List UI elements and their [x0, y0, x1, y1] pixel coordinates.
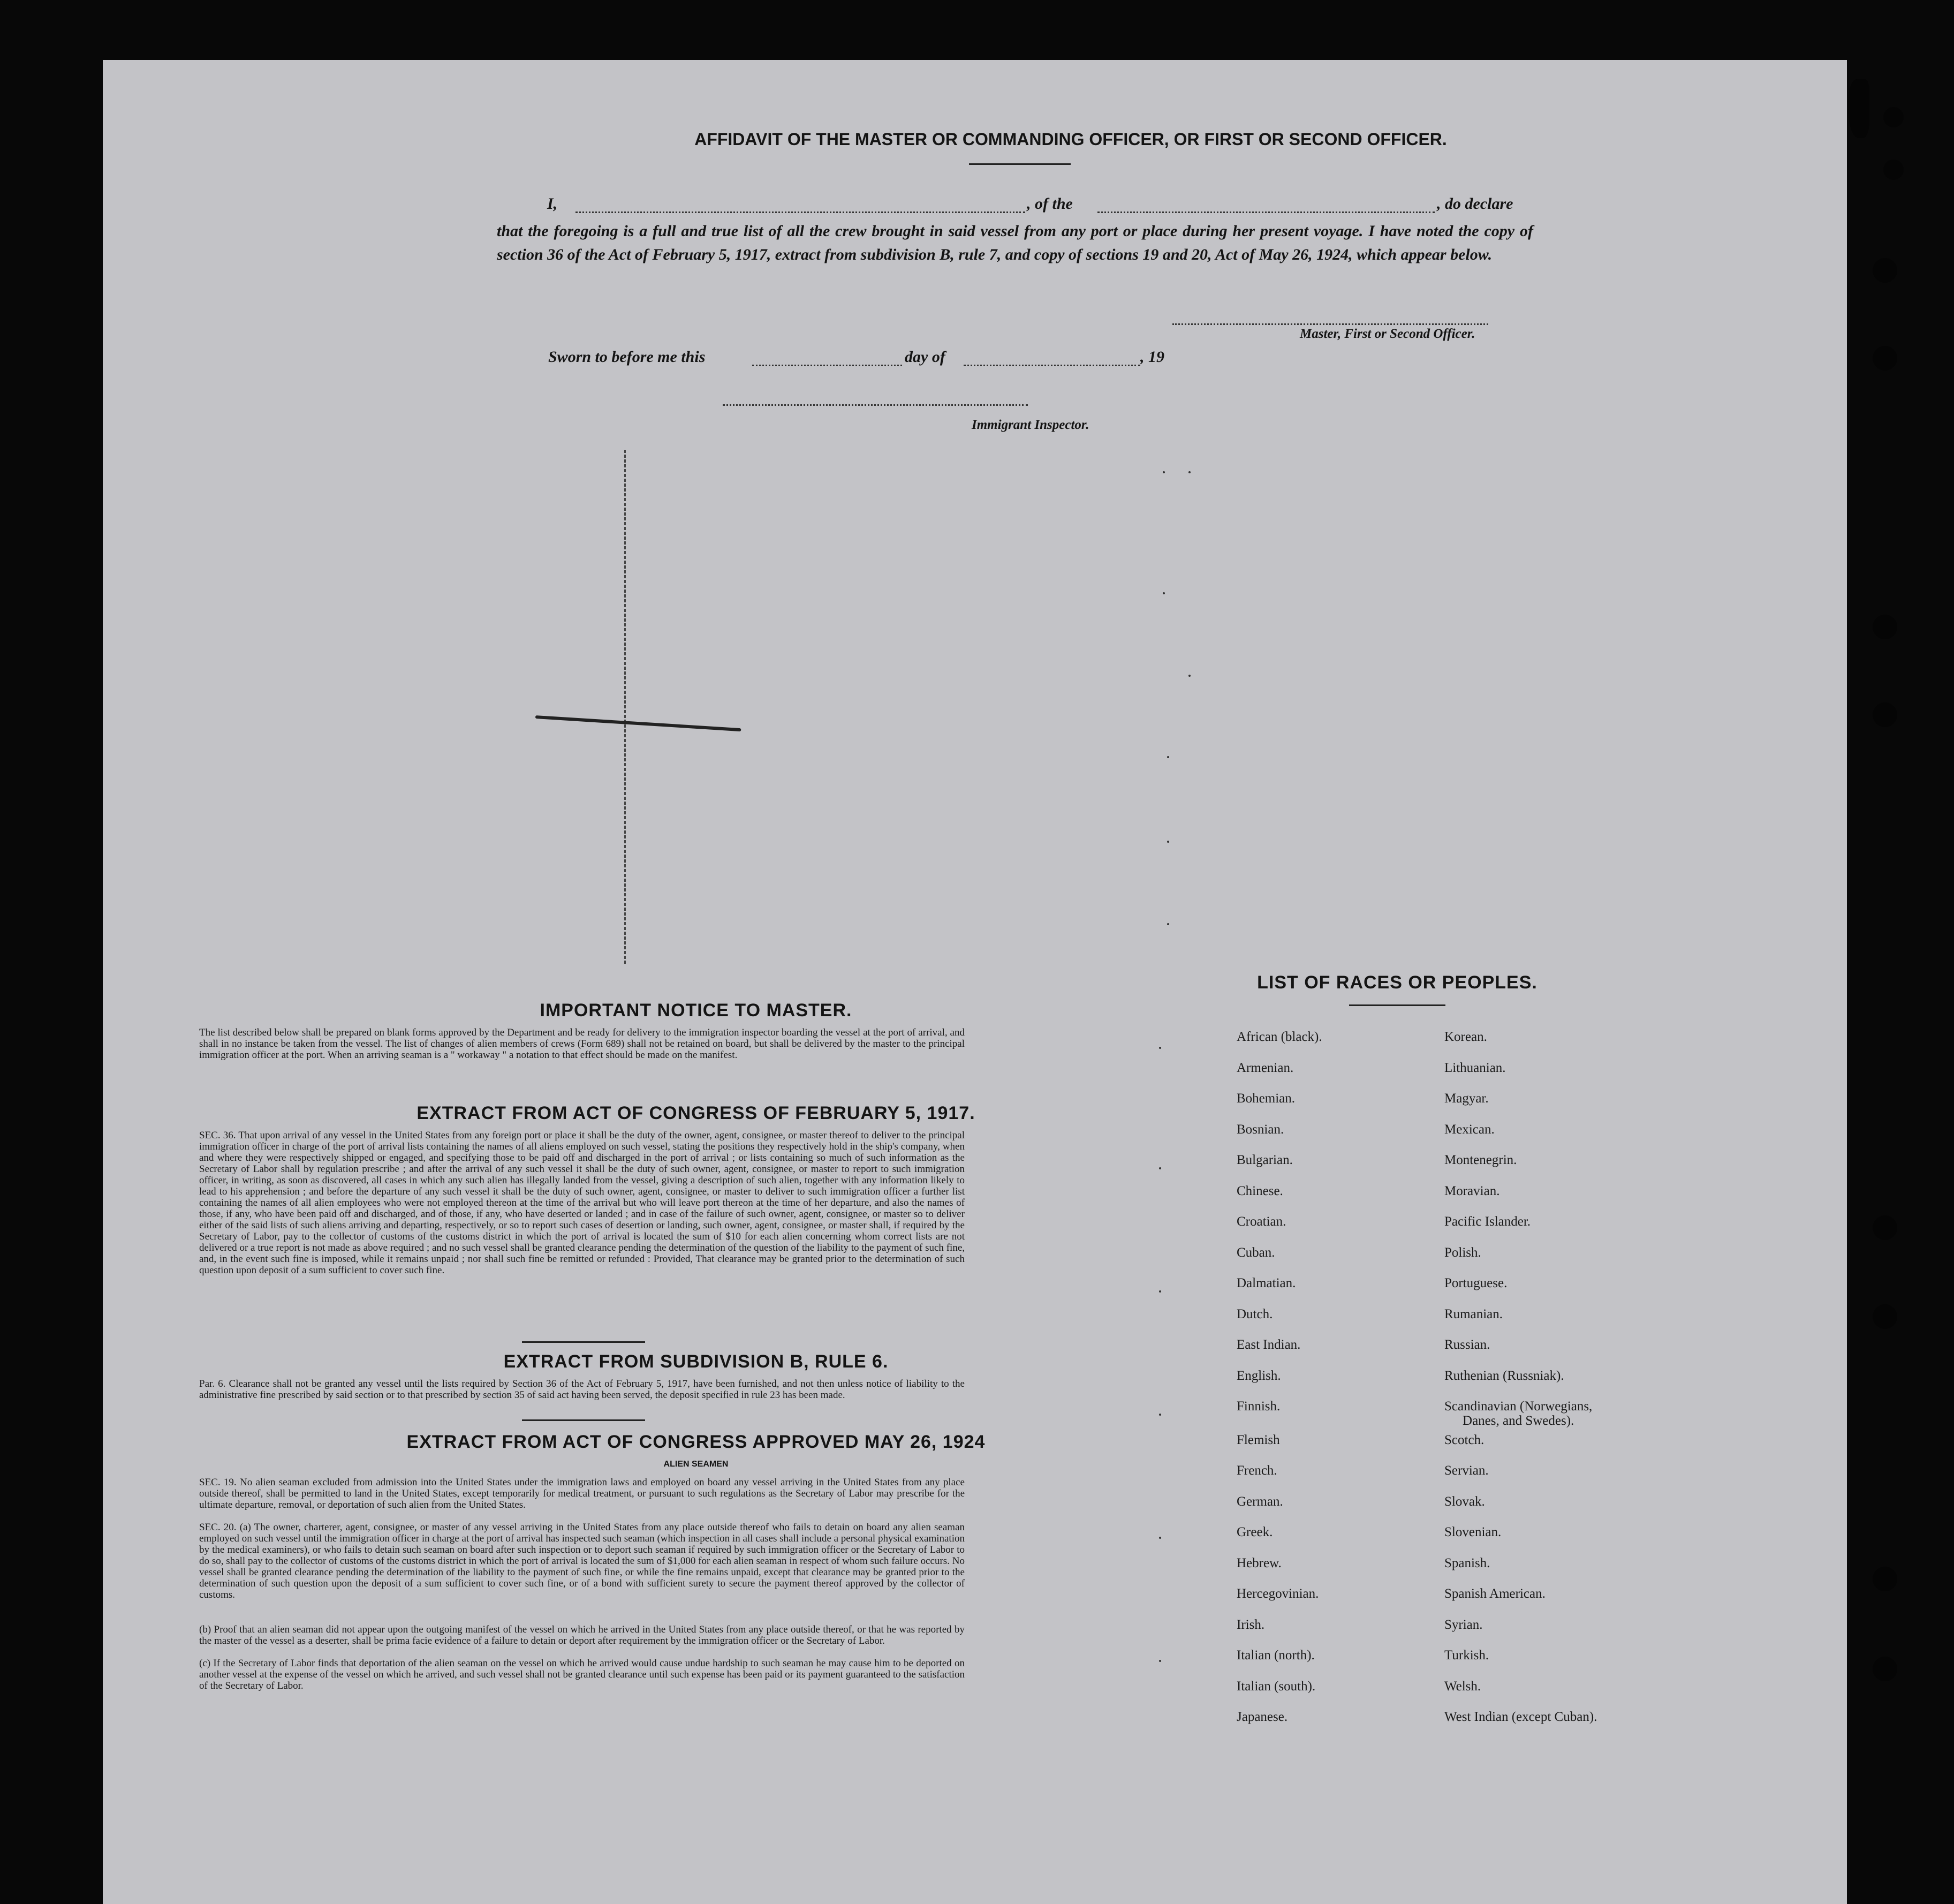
sworn-month-field[interactable]: [964, 365, 1140, 366]
race-item: Servian.: [1444, 1463, 1489, 1478]
ink-speck: [1188, 471, 1191, 473]
race-item: Russian.: [1444, 1338, 1490, 1352]
ink-speck: [1159, 1537, 1161, 1539]
race-item: Scandinavian (Norwegians, Danes, and Swedes).: [1444, 1399, 1593, 1428]
race-item: Mexican.: [1444, 1122, 1495, 1137]
race-item: Cuban.: [1237, 1245, 1275, 1260]
affidavit-i-label: I,: [547, 195, 558, 213]
race-item: Bosnian.: [1237, 1122, 1284, 1137]
extract-rule6-body: Par. 6. Clearance shall not be granted any vessel until the lists required by Section 36 of the Act of February 5, 1917, have been furnished, and not then unless notice of liability to the administrative fine prescribed by said section or to that prescribed by section 35 of said act having been served, the deposit specified in rule 23 has been made.: [199, 1378, 965, 1401]
binder-hole: [1873, 258, 1897, 283]
race-item: Syrian.: [1444, 1618, 1483, 1632]
binder-hole: [1873, 1304, 1897, 1329]
document-page: [103, 60, 1847, 1904]
extract-1924-title: EXTRACT FROM ACT OF CONGRESS APPROVED MAY 26, 1924: [406, 1432, 986, 1452]
race-item: Slovenian.: [1444, 1525, 1502, 1539]
notice-body: The list described below shall be prepared on blank forms approved by the Department and be ready for delivery to the immigration inspector boarding the vessel at the port of arrival, and shall in no instance be taken from the vessel. The list of changes of alien members of crews (Form 689) shall not be retained on board, but shall be delivered by the master to the principal immigration officer at the port. When an arriving seaman is a " workaway " a notation to that effect should be made on the manifest.: [199, 1027, 965, 1061]
race-item: East Indian.: [1237, 1338, 1301, 1352]
binder-hole: [1873, 702, 1897, 727]
race-item: Portuguese.: [1444, 1276, 1508, 1290]
binder-hole: [1873, 1215, 1897, 1240]
affidavit-name-field[interactable]: [575, 211, 1025, 213]
sworn-day-field[interactable]: [752, 365, 902, 366]
race-item: Moravian.: [1444, 1184, 1500, 1198]
affidavit-body: that the foregoing is a full and true list of all the crew brought in said vessel from any port or place during her present voyage. I have noted the copy of section 36 of the Act of February 5, 1917, extract from subdivision B, rule 7, and copy of sections 19 and 20, Act of May 26, 1924, which appear below.: [497, 222, 1533, 263]
extract-1924-sec20b: (b) Proof that an alien seaman did not appear upon the outgoing manifest of the vessel on which he arrived in the United States from any place outside thereof, or that he was reported by the master of the vessel as a deserter, shall be prima facie evidence of a failure to detain or deport after requirement by the immigration officer or the Secretary of Labor.: [199, 1624, 965, 1646]
binder-hole: [1873, 1657, 1897, 1681]
races-title-rule: [1349, 1004, 1445, 1006]
sworn-prefix: Sworn to before me this: [548, 348, 706, 366]
race-item: French.: [1237, 1463, 1277, 1478]
extract-1924-sec19: SEC. 19. No alien seaman excluded from admission into the United States under the immigration laws and employed on board any vessel arriving in the United States from any place outside thereof, shall be permitted to land in the United States, except temporarily for medical treatment, or pursuant to such regulations as the Secretary of Labor may prescribe for the ultimate departure, removal, or deportation of such alien from the United States.: [199, 1477, 965, 1510]
race-item: Turkish.: [1444, 1648, 1489, 1663]
ink-speck: [1159, 1414, 1161, 1416]
race-item: Rumanian.: [1444, 1307, 1503, 1321]
ink-speck: [1188, 675, 1191, 677]
ink-speck: [1167, 923, 1169, 925]
race-item: Hercegovinian.: [1237, 1586, 1319, 1601]
ink-speck: [1167, 841, 1169, 843]
notice-title: IMPORTANT NOTICE TO MASTER.: [540, 1000, 852, 1021]
race-item: Greek.: [1237, 1525, 1273, 1539]
binder-hole: [1873, 346, 1897, 371]
inspector-line[interactable]: [723, 404, 1028, 406]
affidavit-do-declare: , do declare: [1437, 195, 1513, 213]
inspector-caption: Immigrant Inspector.: [972, 418, 1089, 432]
race-item: Pacific Islander.: [1444, 1214, 1531, 1229]
signature-caption: Master, First or Second Officer.: [1300, 327, 1475, 341]
race-item: German.: [1237, 1494, 1283, 1509]
race-item: Scotch.: [1444, 1433, 1485, 1447]
race-item: Dalmatian.: [1237, 1276, 1296, 1290]
race-item: Korean.: [1444, 1030, 1487, 1044]
binder-hole: [1883, 160, 1904, 180]
race-item: Irish.: [1237, 1618, 1265, 1632]
race-item: West Indian (except Cuban).: [1444, 1710, 1597, 1724]
extract-1924-sec20c: (c) If the Secretary of Labor finds that deportation of the alien seaman on the vessel on which he arrived would cause undue hardship to such seaman he may cause him to be deported on another vessel at the expense of the vessel on which he arrived, and such vessel shall not be granted clearance until such expense has been paid or its payment guaranteed to the satisfaction of the Secretary of Labor.: [199, 1658, 965, 1691]
affidavit-title: AFFIDAVIT OF THE MASTER OR COMMANDING OFFICER, OR FIRST OR SECOND OFFICER.: [694, 130, 1447, 149]
binder-hole: [1873, 1567, 1897, 1591]
binder-hole: [1873, 615, 1897, 639]
races-title: LIST OF RACES OR PEOPLES.: [1257, 972, 1538, 993]
ink-speck: [1159, 1167, 1161, 1169]
signature-line[interactable]: [1172, 323, 1488, 325]
race-item: Dutch.: [1237, 1307, 1273, 1321]
race-item: Japanese.: [1237, 1710, 1288, 1724]
ink-speck: [1163, 471, 1165, 473]
sworn-year-prefix: , 19: [1140, 348, 1164, 366]
ink-speck: [1159, 1290, 1161, 1293]
race-item: Spanish American.: [1444, 1586, 1546, 1601]
race-item: Magyar.: [1444, 1091, 1489, 1106]
race-item: Hebrew.: [1237, 1556, 1282, 1570]
extract-1924-sec20a: SEC. 20. (a) The owner, charterer, agent, consignee, or master of any vessel arriving in the United States from any place outside thereof who fails to detain on board any alien seaman employed on such vessel until the immigration officer in charge at the port of arrival has inspected such seaman (which inspection in all cases shall include a personal physical examination by the medical examiners), or who fails to detain such seaman on board after such inspection or to deport such seaman if required by such immigration officer or the Secretary of Labor to do so, shall pay to the collector of customs of the customs district in which the port of arrival is located the sum of $1,000 for each alien seaman in respect of whom such failure occurs. No vessel shall be granted clearance pending the determination of the liability to the payment of such fine, or while the fine remains unpaid, except that clearance may be granted prior to the determination of such question upon the deposit of a sum sufficient to cover such fine, or of a bond with sufficient surety to secure the payment thereof approved by the collector of customs.: [199, 1522, 965, 1600]
race-item: Finnish.: [1237, 1399, 1281, 1414]
race-item: Armenian.: [1237, 1061, 1294, 1075]
affidavit-title-rule: [969, 163, 1071, 165]
extract-rule6-rule: [522, 1419, 645, 1421]
torn-corner: [1848, 79, 1869, 138]
sworn-day-of: day of: [905, 348, 945, 366]
ink-speck: [1167, 756, 1169, 758]
extract-1924-subtitle: ALIEN SEAMEN: [663, 1460, 729, 1469]
ink-speck: [1159, 1660, 1161, 1662]
extract-1917-body: SEC. 36. That upon arrival of any vessel in the United States from any foreign port or place it shall be the duty of the owner, agent, consignee, or master thereof to deliver to the principal immigration officer in charge of the port of arrival lists containing the names of all aliens employed on such vessel, stating the positions they respectively hold in the ship's company, when and where they were respectively shipped or engaged, and specifying those to be paid off and discharged in the port of arrival ; or lists containing so much of such information as the Secretary of Labor shall by regulation prescribe ; and after the arrival of any such vessel it shall be the duty of such owner, agent, consignee, or master to report to such immigration officer, in writing, as soon as discovered, all cases in which any such alien has illegally landed from the vessel, giving a description of such alien, together with any information likely to lead to his apprehension ; and before the departure of any such vessel it shall be the duty of such owner, agent, consignee, or master to deliver to such immigration officer a further list containing the names of all alien employees who were not employed thereon at the time of the arrival but who will leave port thereon at the time of her departure, and also the names of those, if any, who have been paid off and discharged, and of those, if any, who have deserted or landed ; and in case of the failure of such owner, agent, consignee, or master so to deliver either of the said lists of such aliens arriving and departing, respectively, or so to report such cases of desertion or landing, such owner, agent, consignee, or master shall, if required by the Secretary of Labor, pay to the collector of customs of the customs district in which the port of arrival is located the sum of $10 for each alien concerning whom correct lists are not delivered or a true report is not made as above required ; and no such vessel shall be granted clearance pending the determination of the question of the liability to the payment of such fine, and, in the event such fine is imposed, while it remains unpaid ; nor shall such fine be remitted or refunded : Provided, That clearance may be granted prior to the determination of such question upon deposit of a sum sufficient to cover such fine.: [199, 1130, 965, 1276]
race-item: Italian (south).: [1237, 1679, 1316, 1694]
race-item: Ruthenian (Russniak).: [1444, 1369, 1564, 1383]
affidavit-of-the: , of the: [1027, 195, 1073, 213]
race-item: Polish.: [1444, 1245, 1481, 1260]
extract-1917-title: EXTRACT FROM ACT OF CONGRESS OF FEBRUARY 5, 1917.: [416, 1103, 975, 1123]
extract-rule6-title: EXTRACT FROM SUBDIVISION B, RULE 6.: [503, 1351, 889, 1372]
race-item: Slovak.: [1444, 1494, 1485, 1509]
race-item: Bulgarian.: [1237, 1153, 1293, 1167]
race-item: English.: [1237, 1369, 1281, 1383]
race-item: Montenegrin.: [1444, 1153, 1517, 1167]
race-item: Croatian.: [1237, 1214, 1286, 1229]
ink-speck: [1159, 1047, 1161, 1049]
race-item: Chinese.: [1237, 1184, 1283, 1198]
binder-hole: [1883, 107, 1904, 127]
race-item: African (black).: [1237, 1030, 1322, 1044]
race-item: Italian (north).: [1237, 1648, 1315, 1663]
race-item: Spanish.: [1444, 1556, 1490, 1570]
affidavit-vessel-field[interactable]: [1097, 211, 1435, 213]
ink-speck: [1163, 592, 1165, 594]
extract-1917-rule: [522, 1341, 645, 1343]
race-item: Welsh.: [1444, 1679, 1481, 1694]
race-item: Bohemian.: [1237, 1091, 1296, 1106]
race-item: Lithuanian.: [1444, 1061, 1506, 1075]
stray-pencil-mark: [535, 715, 741, 731]
race-item: Flemish: [1237, 1433, 1280, 1447]
column-guide-left: [624, 450, 626, 964]
